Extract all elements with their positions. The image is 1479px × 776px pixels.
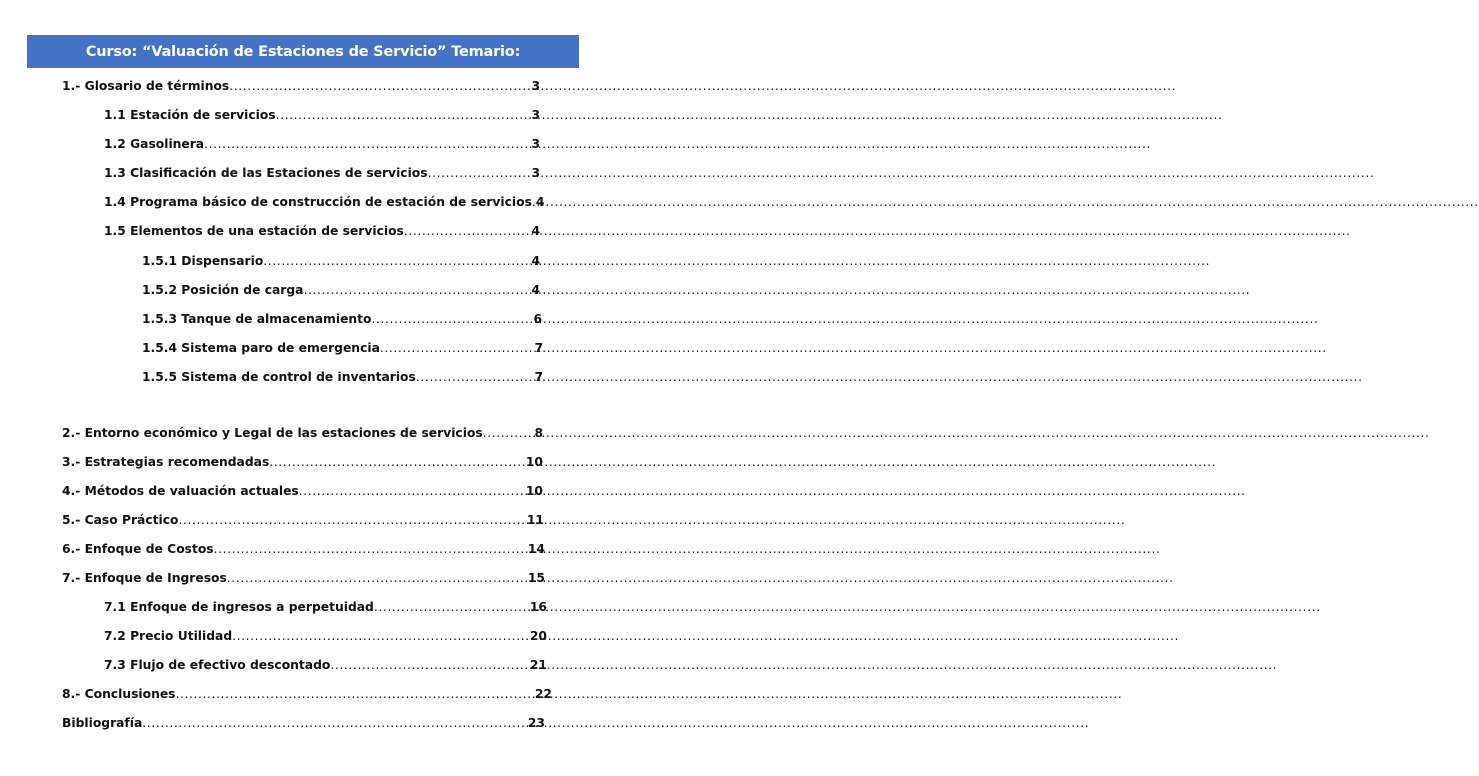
toc-entry-label: 1.5.1 Dispensario [142, 254, 264, 268]
dot-leader [303, 281, 531, 299]
toc-entry-page: 7 [534, 341, 543, 355]
toc-entry-label: 1.2 Gasolinera [104, 137, 205, 151]
toc-entry-label: 1.1 Estación de servicios [104, 108, 276, 122]
dot-leader [176, 685, 535, 703]
dot-leader [263, 252, 531, 270]
toc-entry [62, 511, 544, 529]
dot-leader [204, 135, 531, 153]
toc-entry-label: 7.3 Flujo de efectivo descontado [104, 658, 331, 672]
toc-entry-label: 4.- Métodos de valuación actuales [62, 484, 299, 498]
toc-entry-page: 16 [529, 600, 547, 614]
toc-entry-page: 23 [527, 716, 545, 730]
toc-entry [104, 222, 540, 240]
toc-entry-page: 7 [534, 370, 543, 384]
dot-leader [276, 106, 532, 124]
toc-entry-label: 7.1 Enfoque de ingresos a perpetuidad [104, 600, 374, 614]
toc-entry [104, 627, 547, 645]
toc-entry-page: 22 [534, 687, 552, 701]
toc-entry-label: 1.5.2 Posición de carga [142, 283, 304, 297]
toc-entry [142, 339, 543, 357]
toc-entry-page: 3 [531, 79, 540, 93]
toc-entry [62, 540, 545, 558]
toc-entry [62, 482, 543, 500]
toc-entry [104, 164, 540, 182]
dot-leader [214, 540, 528, 558]
toc-entry-page: 8 [534, 426, 543, 440]
toc-entry-label: 1.5.5 Sistema de control de inventarios [142, 370, 416, 384]
dot-leader [404, 222, 532, 240]
toc-entry-page: 3 [531, 108, 540, 122]
dot-leader [416, 368, 535, 386]
table-of-contents [0, 0, 600, 776]
toc-entry [62, 424, 543, 442]
toc-entry-page: 4 [531, 224, 540, 238]
toc-entry [142, 310, 542, 328]
toc-entry-label: 5.- Caso Práctico [62, 513, 179, 527]
toc-entry-page: 10 [525, 455, 543, 469]
toc-entry [142, 252, 540, 270]
toc-entry-label: 1.5.4 Sistema paro de emergencia [142, 341, 380, 355]
dot-leader [374, 598, 530, 616]
toc-entry [62, 714, 545, 732]
toc-entry-page: 6 [533, 312, 542, 326]
toc-entry [104, 193, 545, 211]
dot-leader [299, 482, 526, 500]
toc-entry [104, 598, 547, 616]
toc-entry-page: 20 [529, 629, 547, 643]
toc-entry-label: 7.- Enfoque de Ingresos [62, 571, 227, 585]
dot-leader [380, 339, 535, 357]
toc-entry-label: 2.- Entorno económico y Legal de las estaciones de servicios [62, 426, 483, 440]
toc-entry-page: 4 [531, 254, 540, 268]
dot-leader [269, 453, 526, 471]
dot-leader [229, 77, 531, 95]
toc-entry-label: 8.- Conclusiones [62, 687, 176, 701]
dot-leader [227, 569, 528, 587]
toc-entry-label: 3.- Estrategias recomendadas [62, 455, 270, 469]
dot-leader [232, 627, 530, 645]
dot-leader [372, 310, 534, 328]
toc-entry-page: 3 [531, 137, 540, 151]
toc-entry [62, 453, 543, 471]
toc-entry [62, 77, 540, 95]
toc-entry [104, 106, 540, 124]
toc-entry [142, 368, 543, 386]
toc-entry-page: 3 [531, 166, 540, 180]
toc-entry-label: 7.2 Precio Utilidad [104, 629, 233, 643]
dot-leader [178, 511, 526, 529]
toc-entry-label: 1.- Glosario de términos [62, 79, 230, 93]
toc-entry [104, 656, 547, 674]
toc-entry-label: 6.- Enfoque de Costos [62, 542, 214, 556]
toc-entry-label: 1.3 Clasificación de las Estaciones de servicios [104, 166, 428, 180]
toc-entry-page: 14 [527, 542, 545, 556]
toc-entry-label: 1.5 Elementos de una estación de servicios [104, 224, 404, 238]
toc-entry [104, 135, 540, 153]
toc-entry-label: Bibliografía [62, 716, 143, 730]
document-title: Curso: “Valuación de Estaciones de Servicio” Temario: [85, 43, 521, 60]
toc-entry-page: 11 [526, 513, 544, 527]
dot-leader [330, 656, 530, 674]
toc-entry [142, 281, 540, 299]
toc-entry-page: 4 [535, 195, 545, 209]
toc-entry-page: 21 [529, 658, 547, 672]
toc-entry-page: 4 [531, 283, 540, 297]
toc-entry [62, 569, 545, 587]
dot-leader [483, 424, 535, 442]
dot-leader [142, 714, 528, 732]
toc-entry-page: 15 [527, 571, 545, 585]
dot-leader [428, 164, 532, 182]
toc-entry [62, 685, 552, 703]
toc-entry-label: 1.4 Programa básico de construcción de estación de servicios [104, 195, 532, 209]
toc-entry-label: 1.5.3 Tanque de almacenamiento [142, 312, 372, 326]
toc-entry-page: 10 [525, 484, 543, 498]
